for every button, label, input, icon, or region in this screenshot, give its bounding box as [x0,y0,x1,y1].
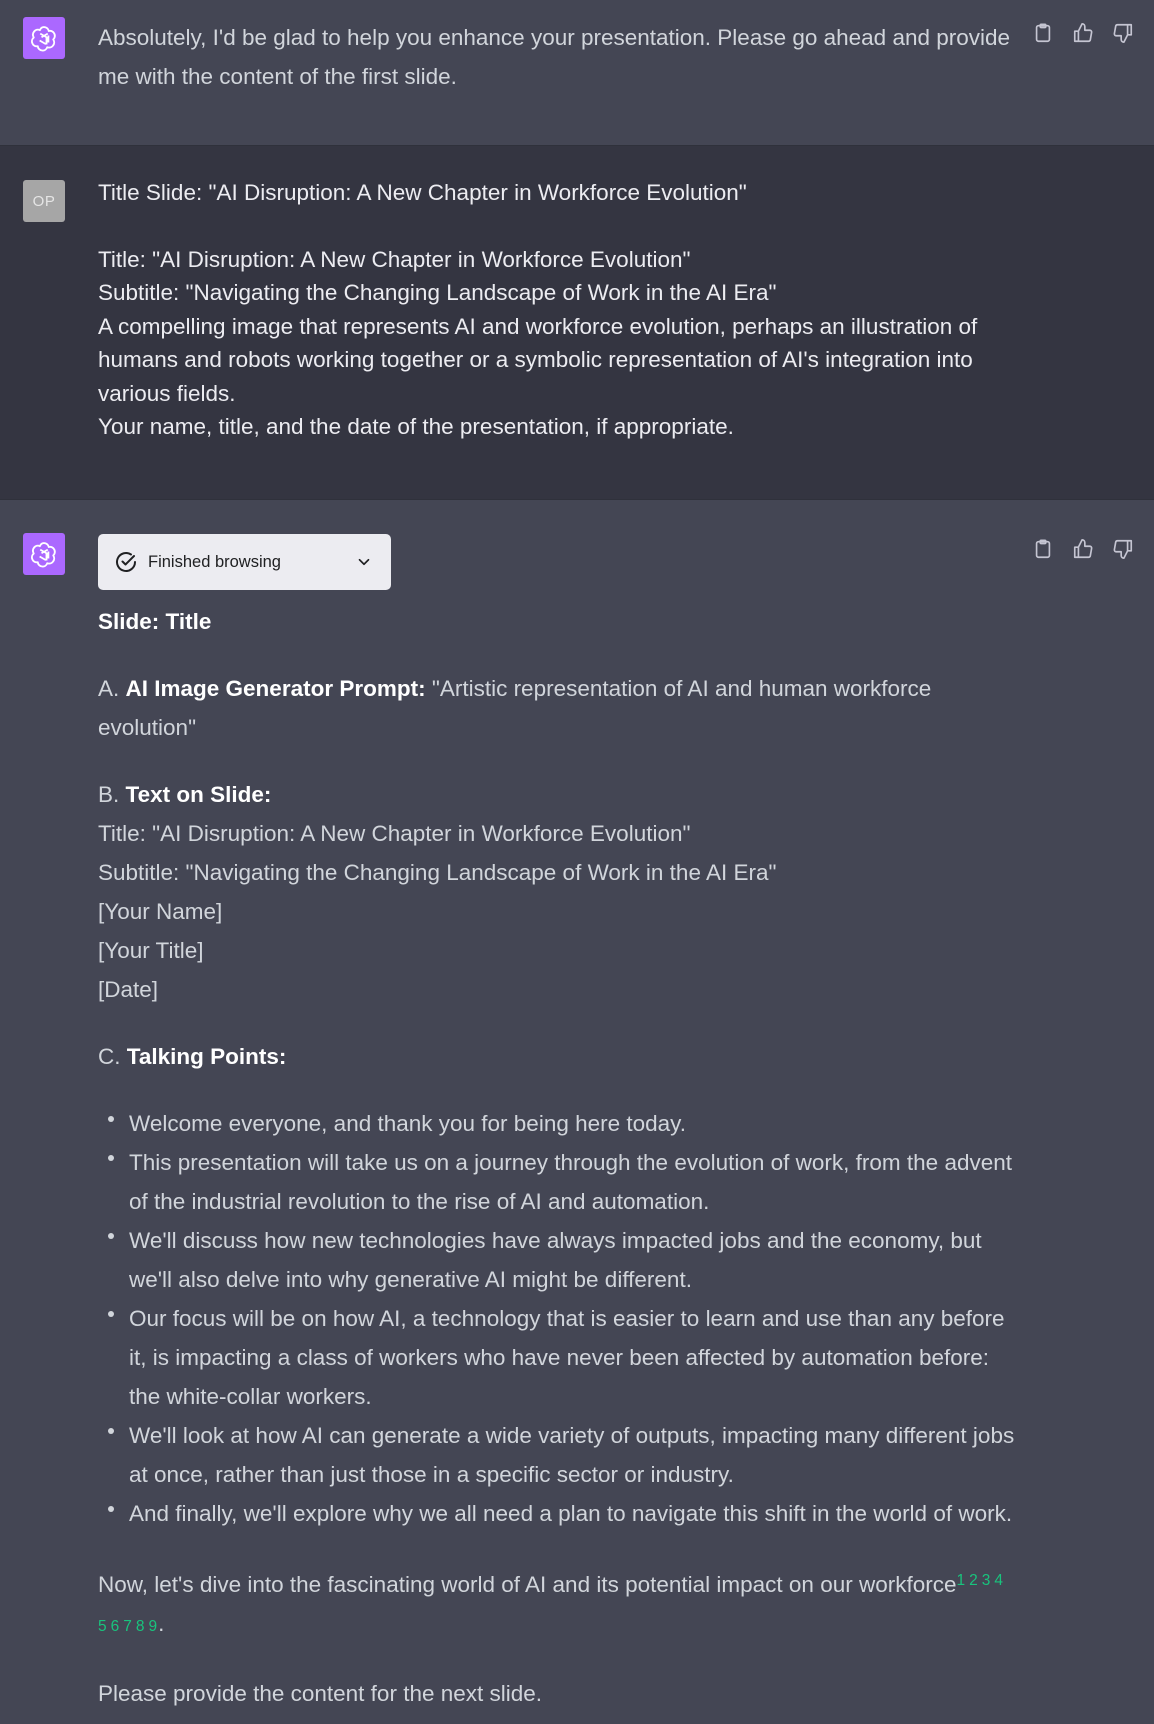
copy-button[interactable] [1030,536,1056,562]
user-message-line: Subtitle: "Navigating the Changing Landscape of Work in the AI Era" [98,280,777,305]
section-c: C. Talking Points: [98,1044,287,1069]
assistant-message-body [98,534,1018,1713]
citation-link[interactable]: 6 [110,1618,121,1635]
assistant-message-2 [0,500,1154,1724]
list-item: This presentation will take us on a journey through the evolution of work, from the advent of the industrial revolution to the rise of AI and automation. [98,1143,1018,1221]
user-message-text [98,176,1018,444]
closing-paragraph [98,1561,1018,1646]
user-avatar: OP [23,180,65,222]
assistant-avatar [23,533,65,575]
citations [957,1572,1008,1589]
assistant-message-1 [0,0,1154,146]
dislike-button[interactable] [1110,20,1136,46]
final-request: Please provide the content for the next slide. [98,1681,543,1706]
citation-link[interactable]: 2 [969,1572,979,1589]
citation-link[interactable]: 1 [956,1572,967,1589]
slide-text-line: [Your Name] [98,899,223,924]
citation-link[interactable]: 3 [981,1572,992,1589]
user-message-line: A compelling image that represents AI and workforce evolution, perhaps an illustration of humans and robots working together or a symbolic representation of AI's integration into various fields. [98,313,978,406]
thumbs-up-icon [1072,22,1094,44]
thumbs-down-icon [1112,538,1134,560]
section-b-label: Text on Slide: [125,782,272,807]
slide-text-line: Title: "AI Disruption: A New Chapter in Workforce Evolution" [98,821,691,846]
user-message-line: Your name, title, and the date of the presentation, if appropriate. [98,414,734,439]
section-a-label: AI Image Generator Prompt: [125,676,426,701]
assistant-avatar [23,17,65,59]
section-c-label: Talking Points: [126,1044,287,1069]
browsing-status-label: Finished browsing [148,553,281,571]
slide-text-line: [Your Title] [98,938,204,963]
closing-period: . [158,1611,165,1636]
chevron-down-icon [355,553,373,571]
list-item: Welcome everyone, and thank you for being here today. [98,1104,1018,1143]
like-button[interactable] [1070,20,1096,46]
copy-button[interactable] [1030,20,1056,46]
check-circle-icon [114,550,138,574]
message-actions [1030,536,1136,562]
closing-text: Now, let's dive into the fascinating world of AI and its potential impact on our workforce [98,1572,957,1597]
slide-heading: Slide: Title [98,609,212,634]
slide-text-line: [Date] [98,977,159,1002]
list-item: We'll discuss how new technologies have always impacted jobs and the economy, but we'll also delve into why generative AI might be different. [98,1221,1018,1299]
browsing-status-dropdown[interactable] [98,534,391,590]
clipboard-icon [1032,538,1054,560]
user-message-line: Title: "AI Disruption: A New Chapter in Workforce Evolution" [98,246,691,272]
citation-link[interactable]: 9 [148,1618,159,1635]
talking-points-list [98,1104,1018,1533]
like-button[interactable] [1070,536,1096,562]
list-item: And finally, we'll explore why we all need a plan to navigate this shift in the world of work. [98,1494,1018,1533]
dislike-button[interactable] [1110,536,1136,562]
list-item: We'll look at how AI can generate a wide variety of outputs, impacting many different jobs at once, rather than just those in a specific sector or industry. [98,1416,1018,1494]
openai-logo-icon [29,23,59,53]
list-item: Our focus will be on how AI, a technology that is easier to learn and use than any before it, is impacting a class of workers who have never been affected by automation before: the white-collar workers. [98,1299,1018,1416]
message-actions [1030,20,1136,46]
citations [98,1618,158,1635]
section-a-text: "Artistic representation of AI and human workforce evolution" [98,676,932,740]
section-b: B. Text on Slide: Title: "AI Disruption: A New Chapter in Workforce Evolution" Subtitle: "Navigating the Changing Landscape of Work in the AI Era" [Your Name] [Your Title] [Date] [98,775,1018,1009]
slide-text-line: Subtitle: "Navigating the Changing Landscape of Work in the AI Era" [98,860,777,885]
citation-link[interactable]: 8 [135,1618,146,1635]
section-a: A. AI Image Generator Prompt: "Artistic representation of AI and human workforce evolution" [98,676,932,740]
citation-link[interactable]: 7 [123,1618,133,1635]
user-message [0,146,1154,500]
assistant-message-text: Absolutely, I'd be glad to help you enhance your presentation. Please go ahead and provide me with the content of the first slide. [98,25,1011,89]
citation-link[interactable]: 4 [994,1572,1004,1589]
citation-link[interactable]: 5 [98,1618,108,1635]
thumbs-up-icon [1072,538,1094,560]
openai-logo-icon [29,539,59,569]
clipboard-icon [1032,22,1054,44]
thumbs-down-icon [1112,22,1134,44]
user-message-heading: Title Slide: "AI Disruption: A New Chapter in Workforce Evolution" [98,180,747,205]
